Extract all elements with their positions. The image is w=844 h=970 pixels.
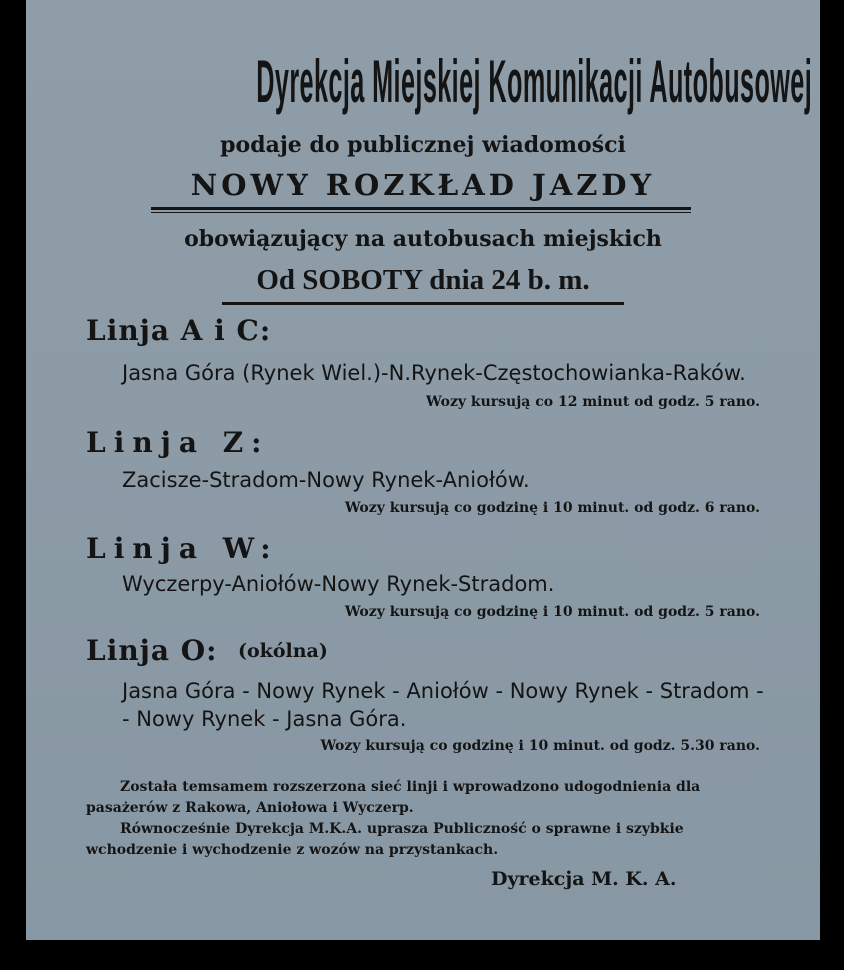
poster — [26, 0, 820, 940]
line-schedule-w: Wozy kursują co godzinę i 10 minut. od godz. 5 rano. — [344, 604, 760, 620]
signature: Dyrekcja M. K. A. — [491, 868, 677, 890]
poster-title: Dyrekcja Miejskiej Komunikacji Autobusowej — [256, 48, 813, 115]
start-date: Od SOBOTY dnia 24 b. m. — [256, 264, 590, 296]
note-text-1: Została temsamem rozszerzona sieć linji i wprowadzono udogodnienia dla pasażerów z Rakowa, Aniołowa i Wyczerp. — [86, 779, 701, 816]
date-underline — [222, 302, 624, 305]
line-route-w: Wyczerpy-Aniołów-Nowy Rynek-Stradom. — [122, 572, 555, 596]
line-extra-o: (okólna) — [238, 640, 328, 662]
line-route-o-1: Jasna Góra - Nowy Rynek - Aniołów - Nowy Rynek - Stradom - — [122, 679, 764, 703]
note-paragraph-2 — [86, 819, 760, 861]
line-title-o: Linja O: — [86, 634, 218, 667]
line-route-z: Zacisze-Stradom-Nowy Rynek-Aniołów. — [122, 468, 530, 492]
line-route-o-2: - Nowy Rynek - Jasna Góra. — [122, 707, 407, 731]
line-title-a-c: Linja A i C: — [86, 314, 272, 347]
poster-subtitle: podaje do publicznej wiadomości — [220, 132, 626, 158]
validity-text: obowiązujący na autobusach miejskich — [184, 226, 662, 252]
line-title-w: Linja W: — [86, 532, 279, 565]
note-paragraph-1 — [86, 777, 760, 819]
line-schedule-o: Wozy kursują co godzinę i 10 minut. od godz. 5.30 rano. — [320, 738, 760, 754]
line-route-a-c: Jasna Góra (Rynek Wiel.)-N.Rynek-Częstochowianka-Raków. — [122, 361, 746, 385]
line-schedule-z: Wozy kursują co godzinę i 10 minut. od godz. 6 rano. — [344, 500, 760, 516]
heading-underline — [151, 207, 691, 210]
line-schedule-a-c: Wozy kursują co 12 minut od godz. 5 rano. — [426, 394, 760, 410]
note-text-2: Równocześnie Dyrekcja M.K.A. uprasza Publiczność o sprawne i szybkie wchodzenie i wychodzenie z wozów na przystankach. — [86, 821, 684, 858]
poster-heading: NOWY ROZKŁAD JAZDY — [190, 168, 656, 202]
line-title-z: Linja Z: — [86, 426, 270, 459]
heading-underline-thin — [151, 212, 691, 213]
